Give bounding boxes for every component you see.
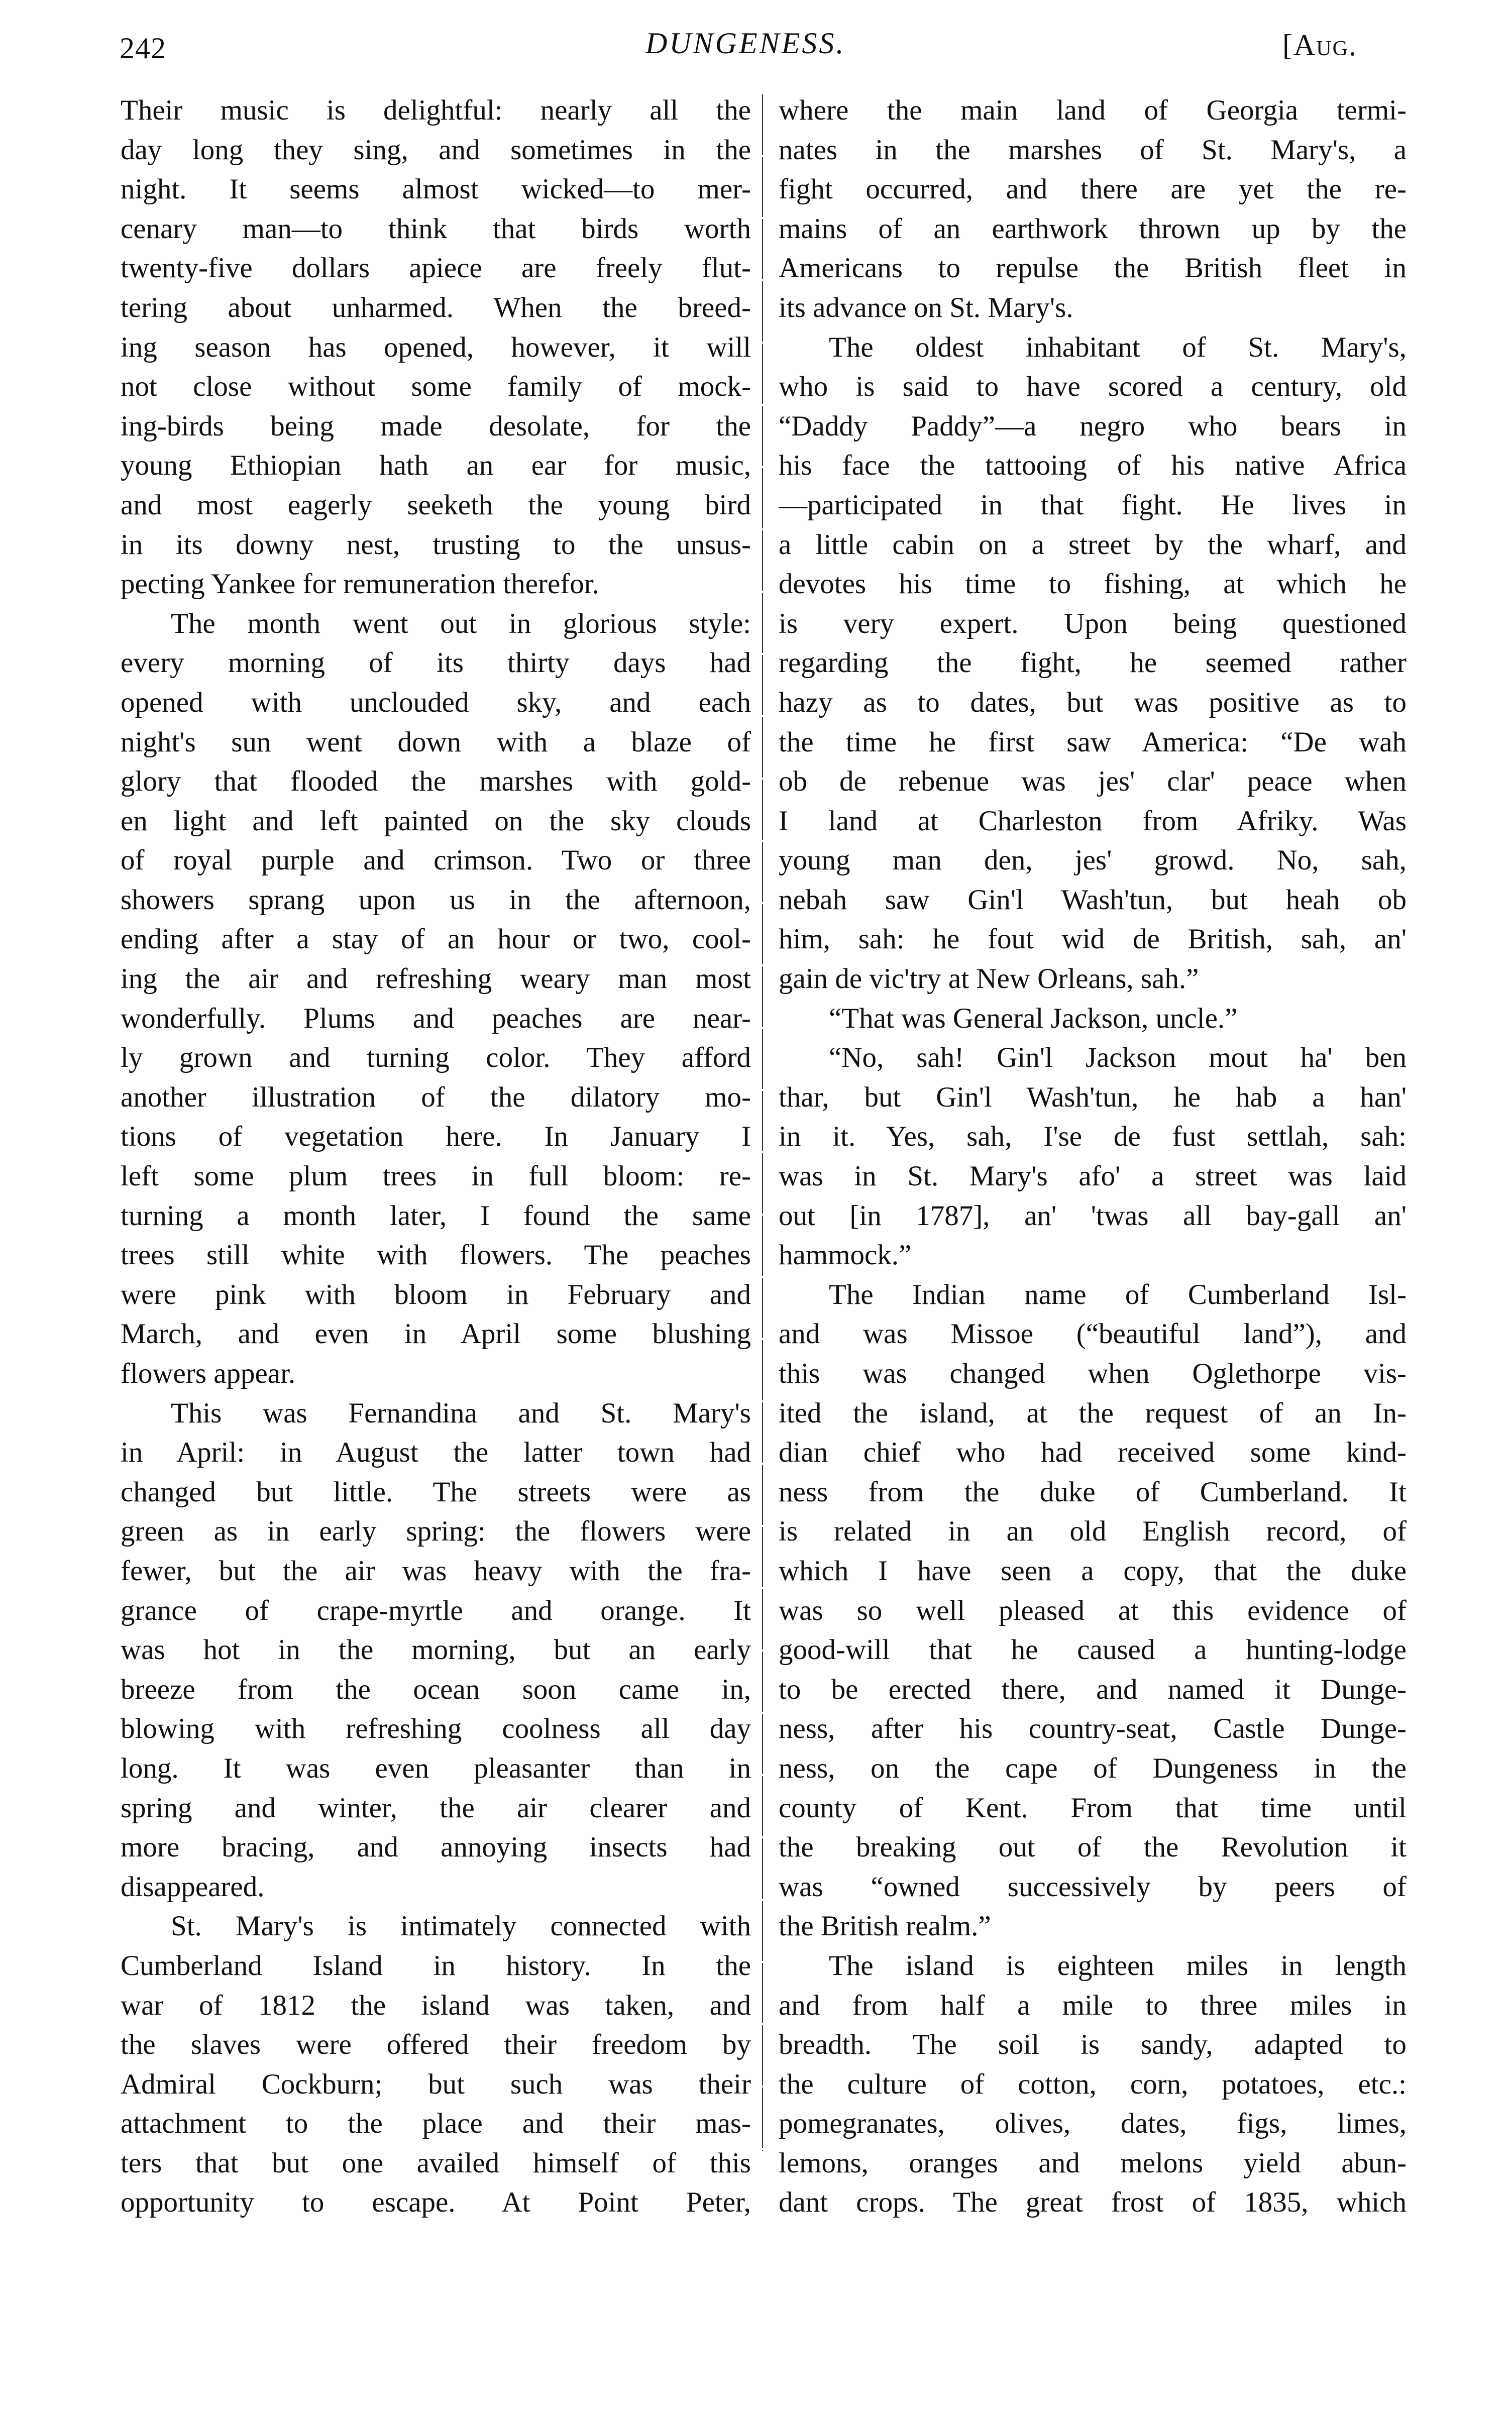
text-line: out [in 1787], an' 'twas all bay-gall an' <box>779 1199 1407 1232</box>
text-line: opportunity to escape. At Point Peter, <box>121 2186 751 2219</box>
text-line: its advance on St. Mary's. <box>779 291 1073 323</box>
text-line: ters that but one availed himself of this <box>121 2147 751 2179</box>
text-line: a little cabin on a street by the wharf, and <box>779 528 1407 561</box>
text-line: Their music is delightful: nearly all the <box>121 94 751 126</box>
text-line: gain de vic'try at New Orleans, sah.” <box>779 963 1199 995</box>
text-line: spring and winter, the air clearer and <box>121 1792 751 1824</box>
text-line: was in St. Mary's afo' a street was laid <box>779 1160 1407 1192</box>
text-line: disappeared. <box>121 1871 265 1903</box>
text-line: tions of vegetation here. In January I <box>121 1121 751 1153</box>
text-line: the time he first saw America: “De wah <box>779 726 1407 758</box>
text-line: every morning of its thirty days had <box>121 647 751 679</box>
text-line: ness, on the cape of Dungeness in the <box>779 1752 1407 1784</box>
text-line: where the main land of Georgia termi- <box>779 94 1407 126</box>
text-line: night's sun went down with a blaze of <box>121 726 751 758</box>
text-line: Admiral Cockburn; but such was their <box>121 2068 751 2100</box>
text-line: devotes his time to fishing, at which he <box>779 568 1407 600</box>
text-line: and from half a mile to three miles in <box>779 1989 1407 2021</box>
text-line: this was changed when Oglethorpe vis- <box>779 1358 1407 1389</box>
text-line: long. It was even pleasanter than in <box>121 1752 751 1784</box>
text-line: dian chief who had received some kind- <box>779 1437 1407 1469</box>
text-line: hammock.” <box>779 1239 912 1271</box>
text-line: cenary man—to think that birds worth <box>121 212 751 245</box>
text-line: dant crops. The great frost of 1835, which <box>779 2186 1407 2219</box>
paragraph-first-line: The island is eighteen miles in length <box>829 1949 1407 1982</box>
text-line: is very expert. Upon being questioned <box>779 607 1407 639</box>
text-line: is related in an old English record, of <box>779 1515 1407 1548</box>
paragraph-first-line: The Indian name of Cumberland Isl- <box>829 1278 1407 1310</box>
text-line: ness from the duke of Cumberland. It <box>779 1476 1407 1508</box>
text-line: which I have seen a copy, that the duke <box>779 1555 1407 1587</box>
running-month: [Aug. <box>1282 29 1357 62</box>
text-line: of royal purple and crimson. Two or three <box>121 844 751 876</box>
text-line: nebah saw Gin'l Wash'tun, but heah ob <box>779 884 1407 916</box>
text-line: en light and left painted on the sky clouds <box>121 805 751 837</box>
text-column-right <box>779 91 1407 2223</box>
text-line: to be erected there, and named it Dunge- <box>779 1673 1407 1705</box>
running-head <box>0 23 1512 63</box>
text-line: Cumberland Island in history. In the <box>121 1949 751 1982</box>
text-line: breeze from the ocean soon came in, <box>121 1673 751 1705</box>
text-line: March, and even in April some blushing <box>121 1318 751 1350</box>
text-line: another illustration of the dilatory mo- <box>121 1081 751 1113</box>
text-column-left <box>121 91 751 2223</box>
text-line: the British realm.” <box>779 1910 991 1942</box>
text-line: pomegranates, olives, dates, figs, limes, <box>779 2108 1407 2140</box>
text-line: the culture of cotton, corn, potatoes, etc.: <box>779 2068 1407 2100</box>
text-line: lemons, oranges and melons yield abun- <box>779 2147 1407 2179</box>
text-line: and most eagerly seeketh the young bird <box>121 489 751 521</box>
text-line: thar, but Gin'l Wash'tun, he hab a han' <box>779 1081 1407 1113</box>
paragraph-first-line: “No, sah! Gin'l Jackson mout ha' ben <box>829 1042 1407 1074</box>
text-line: in it. Yes, sah, I'se de fust settlah, sah: <box>779 1121 1407 1153</box>
text-line: mains of an earthwork thrown up by the <box>779 212 1407 245</box>
text-line: Americans to repulse the British fleet in <box>779 252 1407 284</box>
text-line: good-will that he caused a hunting-lodge <box>779 1634 1407 1666</box>
text-line: glory that flooded the marshes with gold- <box>121 765 751 798</box>
text-line: was hot in the morning, but an early <box>121 1634 751 1666</box>
text-line: nates in the marshes of St. Mary's, a <box>779 134 1407 166</box>
text-line: not close without some family of mock- <box>121 371 751 403</box>
paragraph-first-line: St. Mary's is intimately connected with <box>171 1910 751 1942</box>
text-line: who is said to have scored a century, old <box>779 371 1407 403</box>
text-line: in April: in August the latter town had <box>121 1437 751 1469</box>
text-line: young Ethiopian hath an ear for music, <box>121 450 751 482</box>
text-line: ending after a stay of an hour or two, cool- <box>121 923 751 955</box>
text-line: fewer, but the air was heavy with the fra- <box>121 1555 751 1587</box>
text-line: his face the tattooing of his native Africa <box>779 450 1407 482</box>
text-line: young man den, jes' growd. No, sah, <box>779 844 1407 876</box>
text-line: day long they sing, and sometimes in the <box>121 134 751 166</box>
text-line: ing season has opened, however, it will <box>121 331 751 363</box>
text-line: ness, after his country-seat, Castle Dunge- <box>779 1713 1407 1745</box>
text-line: him, sah: he fout wid de British, sah, an' <box>779 923 1407 955</box>
paragraph-first-line: “That was General Jackson, uncle.” <box>829 1002 1238 1034</box>
page-number: 242 <box>120 32 166 65</box>
text-line: hazy as to dates, but was positive as to <box>779 686 1407 718</box>
text-line: pecting Yankee for remuneration therefor. <box>121 568 599 600</box>
text-line: was “owned successively by peers of <box>779 1871 1407 1903</box>
text-line: ly grown and turning color. They afford <box>121 1042 751 1074</box>
text-line: county of Kent. From that time until <box>779 1792 1407 1824</box>
text-line: regarding the fight, he seemed rather <box>779 647 1407 679</box>
text-line: grance of crape-myrtle and orange. It <box>121 1594 751 1626</box>
text-line: opened with unclouded sky, and each <box>121 686 751 718</box>
text-line: flowers appear. <box>121 1358 296 1389</box>
paragraph-first-line: The month went out in glorious style: <box>171 607 751 639</box>
text-line: wonderfully. Plums and peaches are near- <box>121 1002 751 1034</box>
text-line: left some plum trees in full bloom: re- <box>121 1160 751 1192</box>
paragraph-first-line: The oldest inhabitant of St. Mary's, <box>829 331 1407 363</box>
text-line: breadth. The soil is sandy, adapted to <box>779 2029 1407 2061</box>
text-line: trees still white with flowers. The peaches <box>121 1239 751 1271</box>
paragraph-first-line: This was Fernandina and St. Mary's <box>171 1397 751 1429</box>
text-line: showers sprang upon us in the afternoon, <box>121 884 751 916</box>
text-line: tering about unharmed. When the breed- <box>121 291 751 323</box>
text-line: ob de rebenue was jes' clar' peace when <box>779 765 1407 798</box>
text-line: turning a month later, I found the same <box>121 1199 751 1232</box>
running-title: DUNGENESS. <box>645 27 846 60</box>
text-line: attachment to the place and their mas- <box>121 2108 751 2140</box>
text-line: blowing with refreshing coolness all day <box>121 1713 751 1745</box>
text-line: changed but little. The streets were as <box>121 1476 751 1508</box>
text-line: fight occurred, and there are yet the re- <box>779 173 1407 205</box>
text-line: ing the air and refreshing weary man most <box>121 963 751 995</box>
text-line: I land at Charleston from Afriky. Was <box>779 805 1407 837</box>
text-line: the slaves were offered their freedom by <box>121 2029 751 2061</box>
text-line: were pink with bloom in February and <box>121 1278 751 1310</box>
text-line: ing-birds being made desolate, for the <box>121 410 751 442</box>
column-divider-rule <box>762 94 763 2151</box>
text-line: twenty-five dollars apiece are freely flut- <box>121 252 751 284</box>
text-line: in its downy nest, trusting to the unsus- <box>121 528 751 561</box>
text-line: night. It seems almost wicked—to mer- <box>121 173 751 205</box>
text-line: was so well pleased at this evidence of <box>779 1594 1407 1626</box>
text-line: war of 1812 the island was taken, and <box>121 1989 751 2021</box>
text-line: ited the island, at the request of an In- <box>779 1397 1407 1429</box>
text-line: —participated in that fight. He lives in <box>779 489 1407 521</box>
text-line: the breaking out of the Revolution it <box>779 1831 1407 1863</box>
text-line: and was Missoe (“beautiful land”), and <box>779 1318 1407 1350</box>
text-line: more bracing, and annoying insects had <box>121 1831 751 1863</box>
text-line: green as in early spring: the flowers were <box>121 1515 751 1548</box>
text-line: “Daddy Paddy”—a negro who bears in <box>779 410 1407 442</box>
